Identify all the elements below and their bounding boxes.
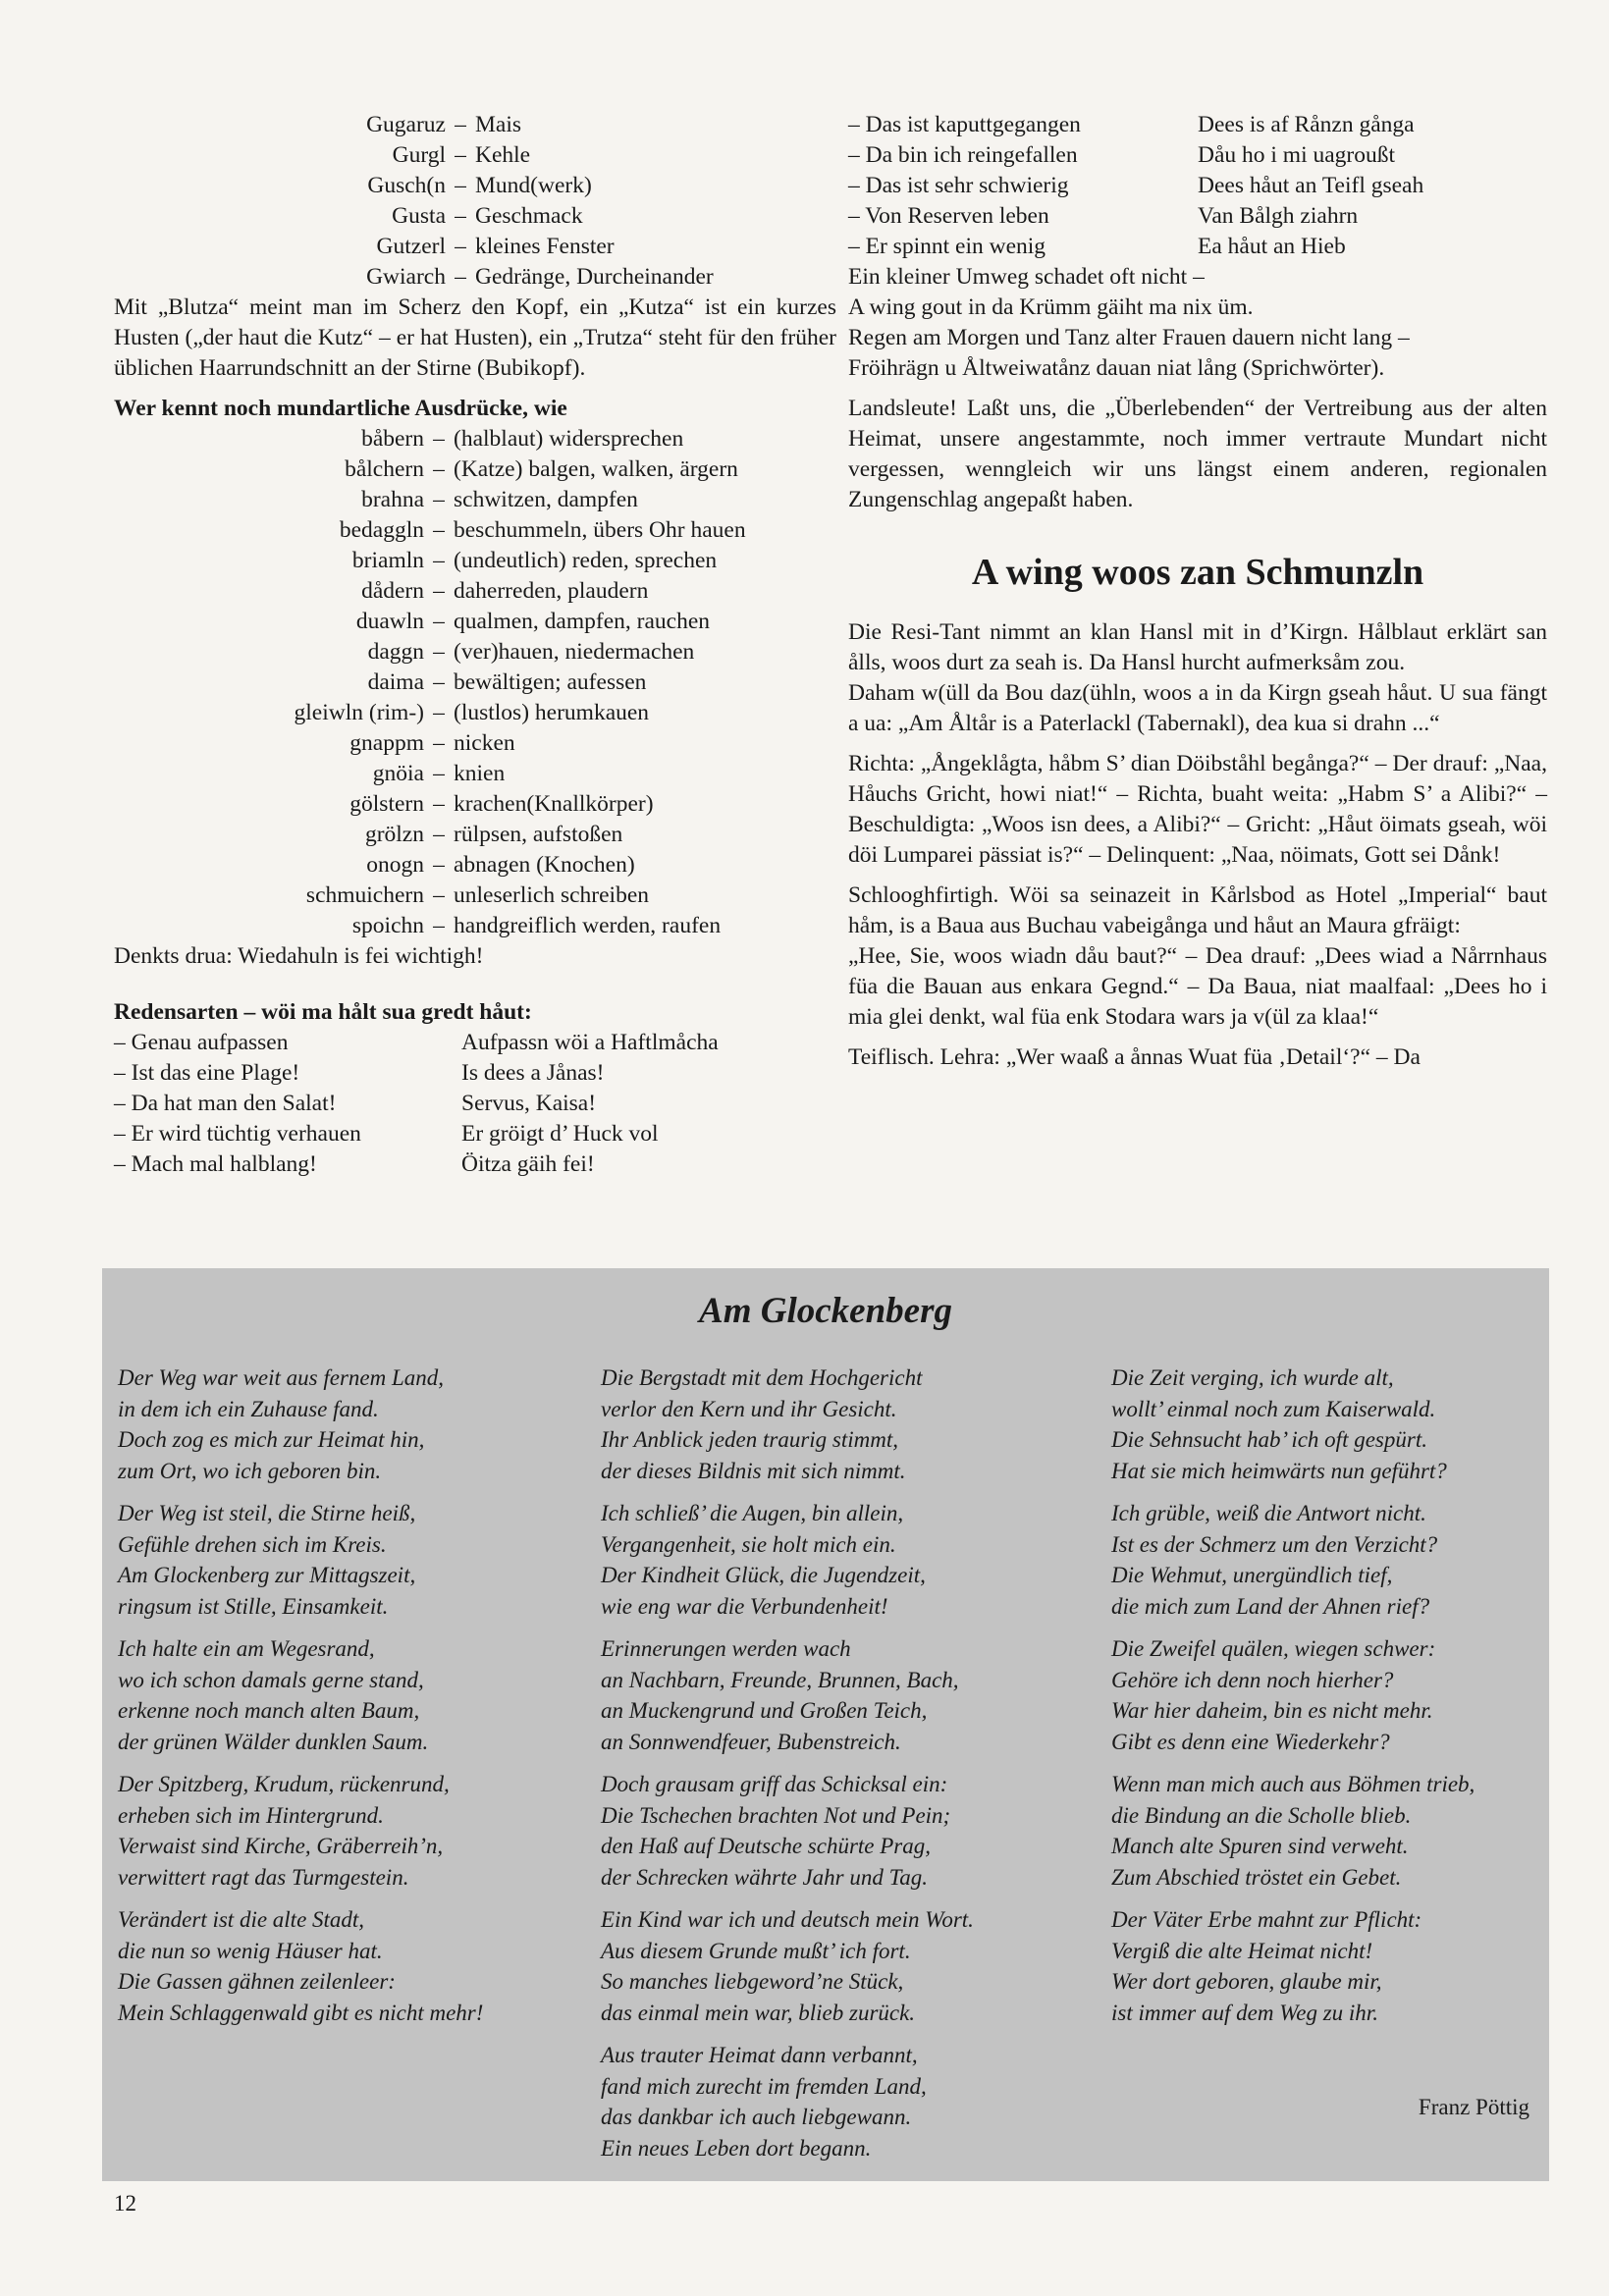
dash: – [433, 548, 445, 573]
glossary-row [114, 820, 836, 850]
poem-line: Ein neues Leben dort begann. [601, 2135, 872, 2161]
poem-line: Die Tschechen brachten Not und Pein; [601, 1802, 951, 1828]
proverb-line: A wing gout in da Krümm gäiht ma nix üm. [848, 294, 1254, 320]
poem-line: Doch zog es mich zur Heimat hin, [118, 1427, 425, 1452]
phrase-row [848, 232, 1547, 262]
poem-stanza [601, 1633, 1072, 1757]
glossary-term: briamln [351, 548, 424, 573]
poem-line: Erinnerungen werden wach [601, 1636, 851, 1661]
poem-line: das dankbar ich auch liebgewann. [601, 2105, 912, 2129]
glossary-term: daima [367, 669, 424, 695]
poem-line: wie eng war die Verbundenheit! [601, 1593, 888, 1619]
poem-line: Ihr Anblick jeden traurig stimmt, [601, 1427, 899, 1452]
poem-line: in dem ich ein Zuhause fand. [118, 1396, 379, 1421]
article-paragraph: Schlooghfirtigh. Wöi sa seinazeit in Kårlsbod as Hotel „Imperial“ baut håm, is a Baua aus Buchau vabeigånga und håut an Maura gfräigt: [848, 882, 1547, 938]
poem-line: Aus trauter Heimat dann verbannt, [601, 2043, 918, 2067]
phrase-german: – Da bin ich reingefallen [848, 142, 1078, 168]
glossary-term: Gusta [392, 203, 446, 229]
poem-line: der dieses Bildnis mit sich nimmt. [601, 1458, 906, 1483]
article-paragraph: Teiflisch. Lehra: „Wer waaß a ånnas Wuat füa ‚Detail‘?“ – Da [848, 1044, 1421, 1070]
glossary-expressions [114, 424, 836, 941]
dash: – [433, 913, 445, 938]
glossary-term: Gurgl [392, 142, 446, 168]
phrase-german: – Er wird tüchtig verhauen [114, 1121, 361, 1147]
phrase-row [114, 1119, 836, 1149]
dash: – [455, 234, 466, 259]
glossary-term: brahna [361, 487, 424, 512]
glossary-row [114, 881, 836, 911]
glossary-meaning: beschummeln, übers Ohr hauen [454, 517, 746, 543]
poem-line: die mich zum Land der Ahnen rief? [1111, 1593, 1430, 1619]
blutza-paragraph: Mit „Blutza“ meint man im Scherz den Kopf, ein „Kutza“ ist ein kurzes Husten („der haut die Kutz“ – er hat Husten), ein „Trutza“ steht für den früher üblichen Haarrundschnitt an der Stirne (Bubikopf). [114, 294, 836, 381]
poem-line: Am Glockenberg zur Mittagszeit, [118, 1563, 416, 1587]
poem-line: Gibt es denn eine Wiederkehr? [1111, 1729, 1390, 1754]
glossary-term: onogn [366, 852, 424, 878]
poem-line: fand mich zurecht im fremden Land, [601, 2073, 927, 2099]
poem-line: Die Wehmut, unergündlich tief, [1111, 1563, 1393, 1587]
poem-line: Der Weg war weit aus fernem Land, [118, 1365, 445, 1390]
glossary-term: dådern [361, 578, 424, 604]
heading-redensarten: Redensarten – wöi ma hålt sua gredt håut: [114, 999, 532, 1025]
dash: – [433, 882, 445, 908]
poem-line: Wer dort geboren, glaube mir, [1111, 1969, 1382, 1994]
glossary-row [114, 262, 836, 293]
phrase-dialect: Dees is af Rånzn gånga [1198, 112, 1415, 137]
proverb-line: Regen am Morgen und Tanz alter Frauen dauern nicht lang – [848, 325, 1410, 350]
poem-line: den Haß auf Deutsche schürte Prag, [601, 1834, 931, 1858]
poem-line: Vergangenheit, sie holt mich ein. [601, 1531, 896, 1557]
poem-line: Der Väter Erbe mahnt zur Pflicht: [1111, 1907, 1422, 1932]
poem-stanza [601, 1362, 1072, 1486]
glossary-meaning: Mais [475, 112, 521, 137]
phrase-german: – Da hat man den Salat! [114, 1091, 337, 1116]
glossary-row [114, 232, 836, 262]
phrase-row [848, 140, 1547, 171]
glossary-meaning: Mund(werk) [475, 173, 592, 198]
poem-line: verwittert ragt das Turmgestein. [118, 1864, 409, 1890]
phrase-dialect: Is dees a Jånas! [461, 1060, 605, 1086]
denkts-line: Denkts drua: Wiedahuln is fei wichtigh! [114, 943, 484, 969]
glossary-term: spoichn [351, 913, 424, 938]
poem-line: Hat sie mich heimwärts nun geführt? [1111, 1458, 1447, 1483]
poem-line: ringsum ist Stille, Einsamkeit. [118, 1593, 389, 1619]
phrase-dialect: Dees håut an Teifl gseah [1198, 173, 1424, 198]
glossary-row [114, 171, 836, 201]
phrase-dialect: Servus, Kaisa! [461, 1091, 597, 1116]
article-title: A wing woos zan Schmunzln [971, 552, 1424, 593]
dash: – [433, 517, 445, 543]
poem-stanza [118, 1904, 560, 2028]
phrase-row [848, 110, 1547, 140]
glossary-row [114, 789, 836, 820]
article-paragraph: Die Resi-Tant nimmt an klan Hansl mit in d’Kirgn. Hålblaut erklärt san ålls, woos durt za seah is. Da Hansl hurcht aufmerksåm zou. Daham w(üll da Bou daz(ühln, woos a in da Kirgn gseah håut. U sua fängt a ua: „Am Åltår is a Paterlackl (Tabernakl), dea kua si drahn ...“ [848, 619, 1547, 736]
glossary-meaning: knien [454, 761, 506, 786]
glossary-g-words [114, 110, 836, 293]
poem-line: zum Ort, wo ich geboren bin. [118, 1458, 382, 1483]
poem-stanza [601, 1904, 1072, 2028]
glossary-term: Gugaruz [366, 112, 446, 137]
poem-column-1 [118, 1362, 560, 2040]
poem-line: erkenne noch manch alten Baum, [118, 1698, 420, 1723]
article-paragraph: Richta: „Ångeklågta, håbm S’ dian Döibståhl begånga?“ – Der drauf: „Naa, Håuchs Gricht, howi niat!“ – Richta, buaht weita: „Habm S’ a Alibi?“ – Beschuldigta: „Woos isn dees, a Alibi?“ – Gricht: „Håut öimats gseah, wöi döi Lumparei pässiat is?“ – Delinquent: „Naa, nöimats, Gott sei Dånk! [848, 751, 1547, 868]
proverbs [848, 262, 1547, 384]
poem-line: Verändert ist die alte Stadt, [118, 1907, 365, 1932]
glossary-meaning: bewältigen; aufessen [454, 669, 647, 695]
phrase-dialect: Er gröigt d’ Huck vol [461, 1121, 659, 1147]
glossary-meaning: kleines Fenster [475, 234, 615, 259]
phrase-german: – Das ist sehr schwierig [848, 173, 1069, 198]
glossary-row [114, 637, 836, 667]
phrase-german: – Von Reserven leben [848, 203, 1049, 229]
proverb-line: Fröihrägn u Åltweiwatånz dauan niat lång (Sprichwörter). [848, 355, 1385, 381]
poem-line: Manch alte Spuren sind verweht. [1111, 1834, 1409, 1858]
poem-stanza [1111, 1633, 1533, 1757]
phrase-german: – Mach mal halblang! [114, 1151, 317, 1177]
poem-stanza [1111, 1362, 1533, 1486]
glossary-row [114, 485, 836, 515]
poem-line: Ich schließ’ die Augen, bin allein, [601, 1501, 904, 1525]
article-paragraph: „Hee, Sie, woos wiadn dåu baut?“ – Dea drauf: „Dees wiad a Nårrnhaus füa die Bauan aus enkara Gegnd.“ – Da Baua, niat maalfaal: „Dees ho i mia glei denkt, wal füa enk Stodara wars ja v(ül za klaa!“ [848, 943, 1547, 1030]
phrase-dialect: Öitza gäih fei! [461, 1151, 595, 1177]
phrase-german: – Genau aufpassen [114, 1030, 289, 1055]
glossary-row [114, 607, 836, 637]
poem-line: Ein Kind war ich und deutsch mein Wort. [601, 1907, 974, 1932]
glossary-row [114, 515, 836, 546]
poem-column-2 [601, 1362, 1072, 2175]
glossary-meaning: handgreiflich werden, raufen [454, 913, 722, 938]
phrase-row [848, 171, 1547, 201]
phrase-german: – Das ist kaputtgegangen [848, 112, 1081, 137]
glossary-meaning: Kehle [475, 142, 531, 168]
glossary-meaning: (halblaut) widersprechen [454, 426, 684, 452]
dash: – [433, 730, 445, 756]
poem-line: der Schrecken währte Jahr und Tag. [601, 1864, 929, 1890]
dash: – [433, 761, 445, 786]
glossary-meaning: krachen(Knallkörper) [454, 791, 654, 817]
poem-line: Die Sehnsucht hab’ ich oft gespürt. [1111, 1427, 1427, 1452]
poem-line: an Sonnwendfeuer, Bubenstreich. [601, 1729, 901, 1754]
dash: – [433, 487, 445, 512]
poem-stanza [118, 1498, 560, 1622]
phrase-german: – Er spinnt ein wenig [848, 234, 1046, 259]
glossary-term: Gutzerl [376, 234, 446, 259]
glossary-term: gnöia [372, 761, 424, 786]
poem-stanza [118, 1769, 560, 1893]
dash: – [455, 142, 466, 168]
poem-line: erheben sich im Hintergrund. [118, 1802, 384, 1828]
poem-line: Der Kindheit Glück, die Jugendzeit, [601, 1563, 926, 1587]
phrases-right [848, 110, 1547, 262]
glossary-meaning: (lustlos) herumkauen [454, 700, 650, 725]
phrase-dialect: Van Bålgh ziahrn [1198, 203, 1359, 229]
dash: – [433, 822, 445, 847]
poem-line: Aus diesem Grunde mußt’ ich fort. [601, 1938, 911, 1963]
poem-line: der grünen Wälder dunklen Saum. [118, 1729, 429, 1754]
phrase-row [848, 201, 1547, 232]
poem-stanza [1111, 1498, 1533, 1622]
poem-stanza [601, 1769, 1072, 1893]
poem-line: verlor den Kern und ihr Gesicht. [601, 1396, 897, 1421]
dash: – [433, 700, 445, 725]
phrase-dialect: Aufpassn wöi a Haftlmåcha [461, 1030, 719, 1055]
glossary-meaning: (ver)hauen, niedermachen [454, 639, 695, 665]
poem-column-3 [1111, 1362, 1533, 2040]
dash: – [433, 639, 445, 665]
poem-line: ist immer auf dem Weg zu ihr. [1111, 2000, 1378, 2025]
glossary-meaning: (undeutlich) reden, sprechen [454, 548, 718, 573]
poem-stanza [1111, 1769, 1533, 1893]
glossary-term: schmuichern [305, 882, 424, 908]
poem-author: Franz Pöttig [1418, 2095, 1529, 2119]
phrase-row [114, 1089, 836, 1119]
phrase-row [114, 1058, 836, 1089]
page-number: 12 [114, 2191, 136, 2216]
poem-title: Am Glockenberg [699, 1291, 952, 1331]
poem-line: die Bindung an die Scholle blieb. [1111, 1802, 1412, 1828]
glossary-term: gnappm [349, 730, 424, 756]
poem-line: Die Zweifel quälen, wiegen schwer: [1111, 1636, 1436, 1661]
glossary-term: duawln [355, 609, 424, 634]
dash: – [433, 456, 445, 482]
glossary-row [114, 454, 836, 485]
poem-line: Gefühle drehen sich im Kreis. [118, 1531, 387, 1557]
poem-line: Zum Abschied tröstet ein Gebet. [1111, 1864, 1402, 1890]
poem-line: wollt’ einmal noch zum Kaiserwald. [1111, 1396, 1436, 1421]
glossary-meaning: schwitzen, dampfen [454, 487, 638, 512]
glossary-meaning: nicken [454, 730, 515, 756]
glossary-row [114, 667, 836, 698]
phrases-left [114, 1028, 836, 1180]
dash: – [433, 609, 445, 634]
poem-stanza [601, 2040, 1072, 2163]
poem-line: Der Weg ist steil, die Stirne heiß, [118, 1501, 416, 1525]
glossary-term: båbern [361, 426, 424, 452]
proverb-line: Ein kleiner Umweg schadet oft nicht – [848, 264, 1205, 290]
phrase-german: – Ist das eine Plage! [114, 1060, 300, 1086]
glossary-meaning: qualmen, dampfen, rauchen [454, 609, 711, 634]
poem-line: Doch grausam griff das Schicksal ein: [601, 1772, 948, 1796]
dash: – [433, 669, 445, 695]
heading-ausdruecke: Wer kennt noch mundartliche Ausdrücke, wie [114, 396, 567, 421]
glossary-row [114, 546, 836, 576]
glossary-term: bedaggln [339, 517, 424, 543]
glossary-meaning: daherreden, plaudern [454, 578, 649, 604]
landsleute-paragraph: Landsleute! Laßt uns, die „Überlebenden“ der Vertreibung aus der alten Heimat, unsere angestammte, noch immer vertraute Mundart nicht vergessen, wenngleich wir uns längst einem anderen, regionalen Zungenschlag angepaßt haben. [848, 396, 1547, 512]
poem-line: Ich halte ein am Wegesrand, [118, 1636, 375, 1661]
glossary-row [114, 140, 836, 171]
glossary-term: gölstern [349, 791, 424, 817]
poem-line: wo ich schon damals gerne stand, [118, 1667, 424, 1692]
glossary-row [114, 424, 836, 454]
dash: – [433, 852, 445, 878]
right-column [848, 110, 1547, 1073]
glossary-row [114, 850, 836, 881]
poem-stanza [118, 1362, 560, 1486]
glossary-row [114, 576, 836, 607]
poem-line: Die Zeit verging, ich wurde alt, [1111, 1365, 1394, 1390]
poem-line: Ich grüble, weiß die Antwort nicht. [1111, 1501, 1426, 1525]
glossary-row [114, 698, 836, 728]
poem-line: Die Bergstadt mit dem Hochgericht [601, 1365, 923, 1390]
glossary-term: daggn [367, 639, 424, 665]
glossary-meaning: abnagen (Knochen) [454, 852, 635, 878]
glossary-term: Gusch(n [367, 173, 446, 198]
poem-line: das einmal mein war, blieb zurück. [601, 2000, 916, 2025]
dash: – [455, 203, 466, 229]
poem-line: die nun so wenig Häuser hat. [118, 1938, 383, 1963]
poem-line: So manches liebgeword’ne Stück, [601, 1969, 904, 1994]
poem-line: Der Spitzberg, Krudum, rückenrund, [118, 1772, 450, 1796]
glossary-term: gleiwln (rim-) [294, 700, 424, 725]
glossary-meaning: Geschmack [475, 203, 583, 229]
glossary-row [114, 201, 836, 232]
glossary-term: bålchern [345, 456, 424, 482]
poem-line: Ist es der Schmerz um den Verzicht? [1111, 1531, 1438, 1557]
glossary-meaning: (Katze) balgen, walken, ärgern [454, 456, 738, 482]
phrase-row [114, 1028, 836, 1058]
phrase-dialect: Ea håut an Hieb [1198, 234, 1346, 259]
poem-line: Mein Schlaggenwald gibt es nicht mehr! [118, 2000, 484, 2025]
dash: – [433, 426, 445, 452]
glossary-row [114, 911, 836, 941]
poem-line: an Muckengrund und Großen Teich, [601, 1698, 928, 1723]
glossary-meaning: rülpsen, aufstoßen [454, 822, 623, 847]
poem-stanza [601, 1498, 1072, 1622]
poem-line: Die Gassen gähnen zeilenleer: [118, 1969, 396, 1994]
phrase-dialect: Dåu ho i mi uagroußt [1198, 142, 1396, 168]
poem-line: Verwaist sind Kirche, Gräberreih’n, [118, 1834, 444, 1858]
poem-line: Wenn man mich auch aus Böhmen trieb, [1111, 1772, 1475, 1796]
glossary-term: grölzn [364, 822, 424, 847]
glossary-row [114, 728, 836, 759]
poem-line: an Nachbarn, Freunde, Brunnen, Bach, [601, 1667, 959, 1692]
poem-box [102, 1268, 1549, 2181]
dash: – [433, 578, 445, 604]
glossary-row [114, 759, 836, 789]
dash: – [433, 791, 445, 817]
left-column [114, 110, 836, 1180]
poem-stanza [118, 1633, 560, 1757]
dash: – [455, 173, 466, 198]
poem-stanza [1111, 1904, 1533, 2028]
glossary-meaning: unleserlich schreiben [454, 882, 650, 908]
glossary-row [114, 110, 836, 140]
poem-line: Vergiß die alte Heimat nicht! [1111, 1938, 1373, 1963]
phrase-row [114, 1149, 836, 1180]
poem-line: War hier daheim, bin es nicht mehr. [1111, 1698, 1433, 1723]
poem-line: Gehöre ich denn noch hierher? [1111, 1667, 1394, 1692]
dash: – [455, 264, 466, 290]
glossary-term: Gwiarch [366, 264, 446, 290]
dash: – [455, 112, 466, 137]
glossary-meaning: Gedränge, Durcheinander [475, 264, 714, 290]
